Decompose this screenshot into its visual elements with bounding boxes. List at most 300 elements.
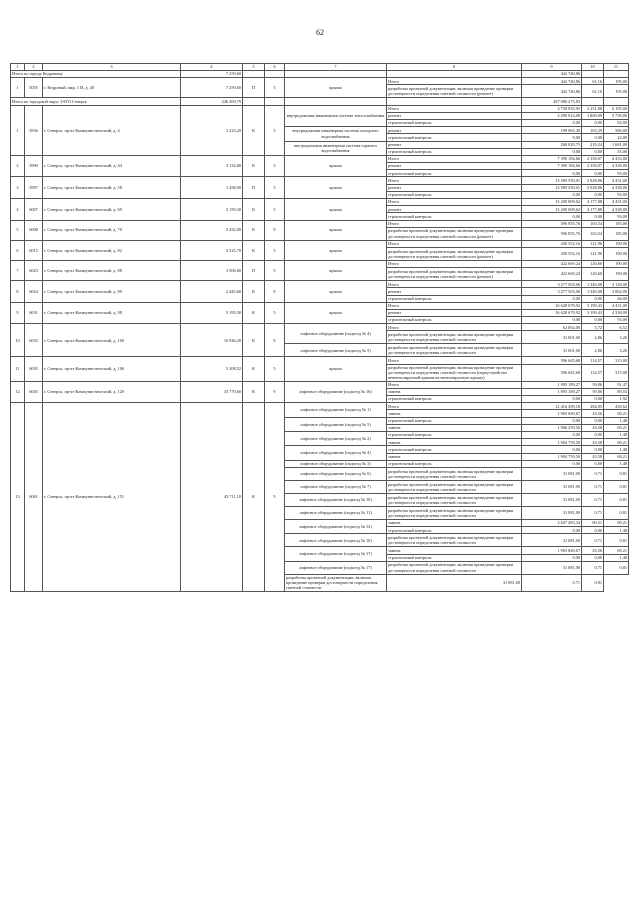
house-area: 1 223,20 [181,105,243,155]
house-area: 3 432,00 [181,220,243,240]
district-total-area: 246 369,79 [181,98,243,105]
system-name: крыша [285,78,387,98]
floors: 5 [265,260,285,280]
max-unit-cost: 69,21 [604,453,629,460]
unit-cost: 163,54 [582,227,604,240]
max-unit-cost: 66,00 [604,295,629,302]
work-type: Итого [387,403,522,410]
unit-cost: 0,00 [582,460,604,467]
wall-type: П [243,260,265,280]
house-id: 6023 [25,260,43,280]
system-name: лифтовое оборудование (подъезд № 5) [285,344,387,357]
unit-cost: 0,00 [582,417,604,424]
column-number: 1 [11,64,25,71]
unit-cost: 0,00 [582,396,604,403]
unit-cost: 60,51 [582,519,604,526]
max-unit-cost: 1,48 [604,554,629,561]
row-number: 6 [11,240,25,260]
cost: 13 200 009,62 [522,199,582,206]
unit-cost: 114,57 [582,357,604,364]
unit-cost: 1 869,09 [582,112,604,119]
work-type: разработка проектной документации, включая проведение проверки достоверности определения сметной стоимости [387,506,522,519]
house-id: 6031 [25,302,43,324]
floors: 9 [265,220,285,240]
unit-cost: 0,71 [582,467,604,480]
table-row [11,240,629,247]
house-id: 6007 [25,199,43,221]
max-unit-cost: 315,00 [604,357,629,364]
table-row [11,302,629,309]
unit-cost: 43,58 [582,439,604,446]
table-row [11,357,629,364]
cost: 596 855,76 [522,220,582,227]
work-type: строительный контроль [387,317,522,324]
system-name: крыша [285,240,387,260]
unit-cost: 114,57 [582,364,604,381]
system-name: лифтовое оборудование (подъезд № 4) [285,324,387,344]
max-unit-cost: 195,00 [604,78,629,85]
max-unit-cost: 95,00 [604,170,629,177]
work-type: ремонт [387,206,522,213]
cost: 442 740,86 [522,85,582,98]
max-unit-cost: 35,00 [604,148,629,155]
row-number: 13 [11,403,25,592]
max-unit-cost: 586,00 [604,127,629,134]
max-unit-cost: 1,92 [604,396,629,403]
row-number: 1 [11,105,25,155]
work-type: строительный контроль [387,170,522,177]
house-address: г. Северск, пр-кт Коммунистический, д. 82 [43,240,181,260]
floors: 3 [265,105,285,155]
cost: 2 647 483,34 [522,519,582,526]
cost: 13 589 550,01 [522,177,582,184]
house-id: 3990 [25,155,43,177]
unit-cost: 120,60 [582,268,604,281]
row-number: 1 [11,78,25,98]
unit-cost: 0,71 [582,480,604,493]
max-unit-cost: 190,00 [604,260,629,267]
max-unit-cost: 0,81 [604,493,629,506]
work-type: строительный контроль [387,213,522,220]
unit-cost: 0,00 [582,134,604,141]
house-area: 1 458,90 [181,177,243,199]
unit-cost: 43,58 [582,453,604,460]
max-unit-cost: 1,48 [604,446,629,453]
cost: 0,00 [522,527,582,534]
house-address: г. Северск, пр-кт Коммунистический, д. 4 [43,105,181,155]
table-row [11,199,629,206]
system-name: лифтовое оборудование (подъезд № 3) [285,460,387,467]
max-unit-cost: 0,81 [604,506,629,519]
house-area: 7 259,60 [181,78,243,98]
max-unit-cost: 93,00 [604,191,629,198]
floors: 5 [265,302,285,324]
work-type: Итого [387,324,522,331]
wall-type: К [243,155,265,177]
floors: 5 [265,240,285,260]
cost: 2 758 835,95 [522,105,582,112]
unit-cost: 0,00 [582,170,604,177]
max-unit-cost: 0,81 [604,534,629,547]
max-unit-cost: 4 338,00 [604,206,629,213]
wall-type: К [243,324,265,357]
system-name: внутридомовая инженерная система холодного водоснабжения [285,127,387,141]
cost: 0,00 [522,460,582,467]
house-id: 3997 [25,177,43,199]
max-unit-cost: 3 128,00 [604,281,629,288]
table-row [11,155,629,162]
cost: 430 552,16 [522,240,582,247]
cost: 13 589 550,01 [522,184,582,191]
wall-type: П [243,177,265,199]
unit-cost: 1 340,08 [582,288,604,295]
work-type: ремонт [387,288,522,295]
work-type: замена [387,439,522,446]
unit-cost: 59,06 [582,388,604,395]
house-id: 6061 [25,403,43,592]
house-address: г. Северск, пр-кт Коммунистический, д. 89 [43,281,181,303]
cost: 0,00 [522,148,582,155]
system-name: крыша [285,199,387,221]
cost: 0,00 [522,432,582,439]
cost: 3 277 503,06 [522,288,582,295]
cost: 422 669,24 [522,260,582,267]
unit-cost: 0,00 [582,119,604,126]
city-total-label: Итого по городу Кедровому [11,71,181,78]
system-name: лифтовое оборудование (подъезд № 11) [285,506,387,519]
work-type: ремонт [387,184,522,191]
column-number: 4 [181,64,243,71]
row-number: 10 [11,324,25,357]
cost: 0,00 [522,396,582,403]
house-address: г. Кедровый, мкр. 1 И, д. 40 [43,78,181,98]
max-unit-cost: 0,81 [604,480,629,493]
row-number: 12 [11,381,25,403]
max-unit-cost: 93,00 [604,317,629,324]
cost: 31 081,00 [522,534,582,547]
cost: 7 390 184,66 [522,155,582,162]
work-type: строительный контроль [387,417,522,424]
work-type: ремонт [387,309,522,316]
cost: 12 416 309,18 [522,403,582,410]
unit-cost: 43,56 [582,410,604,417]
unit-cost: 0,00 [582,148,604,155]
cost: 0,00 [522,170,582,177]
house-area: 5 208,52 [181,357,243,381]
work-type: разработка проектной документации, включая проведение проверки достоверности определения сметной стоимости [387,561,522,574]
max-unit-cost: 3,26 [604,331,629,344]
system-name: лифтовое оборудование (подъезд № 2) [285,432,387,446]
work-type: замена [387,424,522,431]
work-type: ремонт [387,127,522,134]
house-area: 33 779,60 [181,381,243,403]
cost: 1 903 849,67 [522,410,582,417]
wall-type: К [243,281,265,303]
page-number: 62 [316,28,324,37]
row-number: 9 [11,302,25,324]
unit-cost: 5,72 [582,324,604,331]
unit-cost: 3 928,86 [582,177,604,184]
unit-cost: 4 177,88 [582,206,604,213]
house-address: г. Северск, пр-кт Коммунистический, д. 106 [43,357,181,381]
work-type: Итого [387,381,522,388]
table-row [11,220,629,227]
house-area: 3 134,80 [181,155,243,177]
cost: 16 628 679,92 [522,302,582,309]
unit-cost: 0,00 [582,432,604,439]
house-address: г. Северск, пр-кт Коммунистический, д. 120 [43,381,181,403]
cost: 31 001,00 [522,344,582,357]
cost: 0,00 [522,119,582,126]
unit-cost: 0,00 [582,446,604,453]
house-area: 5 195,30 [181,302,243,324]
work-type: строительный контроль [387,191,522,198]
work-type: замена [387,453,522,460]
unit-cost: 163,54 [582,220,604,227]
max-unit-cost: 4 431,00 [604,199,629,206]
max-unit-cost: 185,00 [604,220,629,227]
house-id: 6008 [25,220,43,240]
unit-cost: 0,00 [582,295,604,302]
floors: 9 [265,281,285,303]
work-type: разработка проектной документации, включая проведение проверки достоверности определения сметной стоимости [387,331,522,344]
row-number: 4 [11,199,25,221]
floors: 5 [265,199,285,221]
cost: 596 855,76 [522,227,582,240]
wall-type: К [243,381,265,403]
floors: 5 [265,177,285,199]
house-area: 3 506,60 [181,260,243,280]
max-unit-cost: 0,81 [582,574,604,591]
max-unit-cost: 6 195,00 [604,105,629,112]
house-address: г. Северск, пр-кт Коммунистический, д. 88 [43,260,181,280]
cost: 31 081,00 [522,493,582,506]
wall-type: К [243,105,265,155]
work-type: ремонт [387,141,522,148]
system-name: лифтовое оборудование (подъезд № 7) [285,480,387,493]
cost: 1 903 849,67 [522,547,582,554]
work-type: разработка проектной документации, включая проведение проверки достоверности определения сметной стоимости (ремонт) [387,227,522,240]
table-row [11,324,629,331]
house-address: г. Северск, пр-кт Коммунистический, д. 70 [43,220,181,240]
house-area: 10 946,20 [181,324,243,357]
max-unit-cost: 5 756,00 [604,112,629,119]
unit-cost: 61,16 [582,85,604,98]
cost: 31 081,00 [522,561,582,574]
unit-cost: 61,16 [582,78,604,85]
max-unit-cost: 0,81 [604,467,629,480]
unit-cost: 1 340,08 [582,281,604,288]
max-unit-cost: 190,00 [604,268,629,281]
work-type: Итого [387,177,522,184]
column-number: 10 [582,64,604,71]
unit-cost: 2 251,08 [582,105,604,112]
work-type: Итого [387,240,522,247]
work-type: Итого [387,220,522,227]
system-name: лифтовое оборудование (подъезд № 12) [285,519,387,533]
system-name: внутридомовая инженерная система горячего водоснабжения [285,141,387,155]
unit-cost: 219,24 [582,141,604,148]
max-unit-cost: 430,62 [604,403,629,410]
cost: 1 995 189,27 [522,381,582,388]
row-number: 11 [11,357,25,381]
system-name: крыша [285,155,387,177]
row-number: 8 [11,281,25,303]
city-total-sum: 442 740,86 [522,71,582,78]
max-unit-cost: 93,00 [604,213,629,220]
max-unit-cost: 89,55 [604,388,629,395]
city-total-row [11,71,629,78]
work-type: разработка проектной документации, включая проведение проверки достоверности определения сметной стоимости [387,480,522,493]
cost: 31 081,00 [522,506,582,519]
unit-cost: 121,96 [582,247,604,260]
column-number: 5 [243,64,265,71]
cost: 3 277 503,06 [522,281,582,288]
work-type: Итого [387,281,522,288]
house-address: г. Северск, пр-кт Коммунистический, д. 100 [43,324,181,357]
cost: 199 965,30 [522,127,582,134]
house-area: 3 159,30 [181,199,243,221]
cost: 596 645,68 [522,357,582,364]
cost: 0,00 [522,191,582,198]
cost: 2 290 914,08 [522,112,582,119]
unit-cost: 0,71 [522,574,582,591]
system-name: лифтовое оборудование (подъезд № 16) [285,381,387,403]
work-type: замена [387,388,522,395]
work-type: разработка проектной документации, включая проведение проверки достоверности определения сметной стоимости (переустройство невентилируемой крыши на вентилируемую крышу) [387,364,522,381]
floors: 5 [265,155,285,177]
system-name: крыша [285,302,387,324]
unit-cost: 284,05 [582,403,604,410]
wall-type: К [243,357,265,381]
max-unit-cost: 82,00 [604,119,629,126]
unit-cost: 0,00 [582,213,604,220]
cost: 442 740,86 [522,78,582,85]
system-name: лифтовое оборудование (подъезд № 17) [285,547,387,561]
floors: 5 [265,357,285,381]
max-unit-cost: 4 433,00 [604,155,629,162]
work-type: строительный контроль [387,446,522,453]
work-type: разработка проектной документации, включая проведение проверки достоверности определения сметной стоимости (ремонт) [387,247,522,260]
max-unit-cost: 4 431,00 [604,302,629,309]
unit-cost: 120,60 [582,260,604,267]
cost: 0,00 [522,317,582,324]
max-unit-cost: 69,21 [604,439,629,446]
cost: 0,00 [522,295,582,302]
wall-type: К [243,220,265,240]
house-address: г. Северск, пр-кт Коммунистический, д. 98 [43,302,181,324]
max-unit-cost: 190,00 [604,240,629,247]
house-area: 3 525,70 [181,240,243,260]
work-type: Итого [387,302,522,309]
system-name: крыша [285,281,387,303]
unit-cost: 121,96 [582,240,604,247]
max-unit-cost: 315,00 [604,364,629,381]
house-id: 6045 [25,381,43,403]
house-address: г. Северск, пр-кт Коммунистический, д. 44 [43,155,181,177]
unit-cost: 0,71 [582,506,604,519]
unit-cost: 163,29 [582,127,604,134]
floors: 9 [265,324,285,357]
unit-cost: 0,00 [582,191,604,198]
unit-cost: 0,71 [582,493,604,506]
max-unit-cost: 4 431,00 [604,177,629,184]
house-id: 3936 [25,105,43,155]
house-address: г. Северск, пр-кт Коммунистический, д. 69 [43,199,181,221]
work-type: строительный контроль [387,432,522,439]
cost: 430 552,16 [522,247,582,260]
cost: 0,00 [522,446,582,453]
cost: 16 628 679,92 [522,309,582,316]
work-type: строительный контроль [387,554,522,561]
work-type: разработка проектной документации, включая проведение проверки достоверности определения сметной стоимости [387,534,522,547]
work-type: разработка проектной документации, включая проведение проверки достоверности определения сметной стоимости [285,574,387,591]
row-number: 5 [11,220,25,240]
system-name: крыша [285,220,387,240]
work-type: разработка проектной документации, включая проведение проверки достоверности определения сметной стоимости [387,493,522,506]
work-type: разработка проектной документации, включая проведение проверки достоверности определения сметной стоимости (ремонт) [387,85,522,98]
work-type: разработка проектной документации, включая проведение проверки достоверности определения сметной стоимости [387,344,522,357]
repair-schedule-table [10,63,629,592]
work-type: Итого [387,155,522,162]
max-unit-cost: 3,26 [604,344,629,357]
cost: 268 029,75 [522,141,582,148]
district-total-label: Итого по городской округ ЗАТО Северск [11,98,181,105]
wall-type: К [243,403,265,592]
system-name: крыша [285,177,387,199]
cost: 0,00 [522,417,582,424]
cost: 0,00 [522,134,582,141]
system-name: лифтовое оборудование (подъезд № 10) [285,493,387,506]
house-id: 5055 [25,78,43,98]
wall-type: П [243,78,265,98]
unit-cost: 3 928,86 [582,184,604,191]
system-name: лифтовое оборудование (подъезд № 5) [285,417,387,431]
unit-cost: 0,00 [582,527,604,534]
work-type: ремонт [387,112,522,119]
table-row [11,105,629,112]
unit-cost: 4 177,88 [582,199,604,206]
work-type: Итого [387,78,522,85]
house-address: г. Северск, пр-кт Коммунистический, д. 151 [43,403,181,592]
unit-cost: 2 358,07 [582,155,604,162]
house-id: 6024 [25,281,43,303]
cost: 1 904 759,50 [522,439,582,446]
max-unit-cost: 91,47 [604,381,629,388]
row-number: 7 [11,260,25,280]
max-unit-cost: 3 062,00 [604,288,629,295]
max-unit-cost: 69,21 [604,424,629,431]
work-type: замена [387,547,522,554]
system-name: лифтовое оборудование (подъезд № 17) [285,561,387,574]
work-type: замена [387,410,522,417]
city-total-area: 7 259,60 [181,71,243,78]
unit-cost: 2,86 [582,344,604,357]
unit-cost: 43,58 [582,424,604,431]
table-row [11,260,629,267]
work-type: Итого [387,199,522,206]
system-name: лифтовое оборудование (подъезд № 6) [285,467,387,480]
floors: 5 [265,78,285,98]
max-unit-cost: 0,81 [604,561,629,574]
cost: 31 001,00 [522,331,582,344]
cost: 7 390 184,66 [522,163,582,170]
cost: 1 995 189,27 [522,388,582,395]
cost: 0,00 [522,554,582,561]
house-id: 6033 [25,324,43,357]
work-type: разработка проектной документации, включая проведение проверки достоверности определения сметной стоимости [387,467,522,480]
max-unit-cost: 4 338,00 [604,184,629,191]
